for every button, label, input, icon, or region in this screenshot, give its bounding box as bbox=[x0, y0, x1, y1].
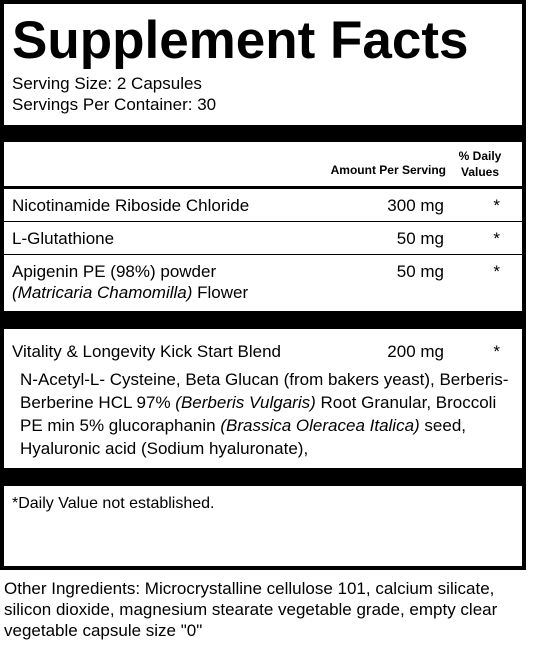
bottom-thick-rule bbox=[4, 468, 522, 486]
blend-desc-latin: (Brassica Oleracea Italica) bbox=[220, 416, 420, 435]
ingredient-latin-name: (Matricaria Chamomilla) bbox=[12, 283, 193, 302]
blend-amount: 200 mg bbox=[387, 342, 444, 361]
ingredient-dv: * bbox=[493, 196, 500, 215]
top-thick-rule bbox=[4, 125, 522, 142]
blend-desc-part: N-Acetyl-L- Cysteine, Beta Glucan (from bakers yeast), Berberis-Berberine HCL 97% bbox=[20, 370, 509, 412]
ingredient-dv: * bbox=[493, 229, 500, 248]
blend-desc-latin: (Berberis Vulgaris) bbox=[175, 393, 316, 412]
column-header bbox=[12, 142, 514, 186]
ingredient-amount: 50 mg bbox=[396, 229, 444, 248]
ingredient-name: L-Glutathione bbox=[12, 229, 115, 248]
ingredient-amount: 300 mg bbox=[387, 196, 444, 215]
ingredient-dv: * bbox=[493, 262, 500, 281]
footnote: *Daily Value not established. bbox=[12, 495, 215, 512]
dv-header-line2: Values bbox=[460, 165, 500, 179]
blend-desc-part: Root Granular, Broccoli PE min 5% glucoraphanin bbox=[20, 393, 497, 435]
ingredient-amount: 50 mg bbox=[396, 262, 444, 281]
ingredient-source bbox=[12, 282, 514, 303]
ingredient-row bbox=[12, 222, 514, 254]
blend-name: Vitality & Longevity Kick Start Blend bbox=[12, 342, 281, 361]
blend-description bbox=[12, 362, 514, 466]
blend-desc-part: seed, Hyaluronic acid (Sodium hyaluronate), bbox=[20, 416, 466, 458]
servings-per-container: Servings Per Container: 30 bbox=[12, 95, 217, 114]
blend-row bbox=[12, 329, 514, 362]
ingredient-name: Apigenin PE (98%) powder bbox=[12, 262, 217, 281]
ingredient-row bbox=[12, 189, 514, 221]
blend-dv: * bbox=[493, 342, 500, 361]
serving-info bbox=[12, 73, 514, 115]
dv-header-line1: % Daily bbox=[458, 149, 502, 163]
ingredient-part: Flower bbox=[192, 283, 249, 302]
ingredient-name: Nicotinamide Riboside Chloride bbox=[12, 196, 250, 215]
daily-values-header bbox=[452, 148, 508, 180]
other-ingredients: Other Ingredients: Microcrystalline cellulose 101, calcium silicate, silicon dioxide, magnesium stearate vegetable grade, empty clear vegetable capsule size "0" bbox=[4, 579, 498, 640]
middle-thick-rule bbox=[4, 311, 522, 329]
ingredient-row bbox=[12, 255, 514, 311]
amount-per-serving-header: Amount Per Serving bbox=[330, 163, 446, 177]
serving-size: Serving Size: 2 Capsules bbox=[12, 74, 202, 93]
panel-title: Supplement Facts bbox=[12, 11, 469, 70]
